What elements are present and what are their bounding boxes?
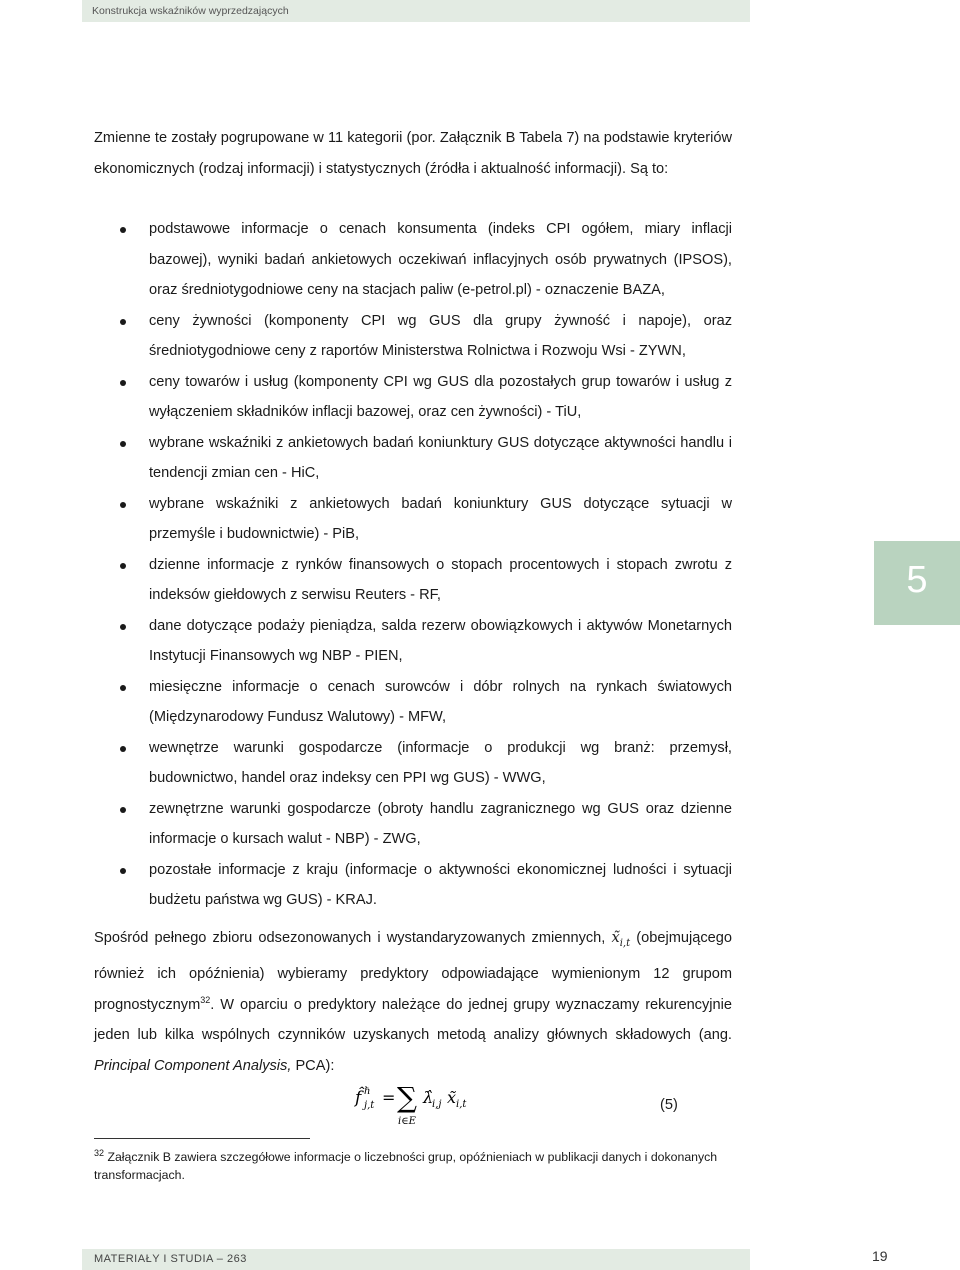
list-item	[94, 428, 732, 489]
header-bar	[82, 0, 750, 22]
list-item-text: pozostałe informacje z kraju (informacje o aktywności ekonomicznej ludności i sytuacji budżetu państwa wg GUS) - KRAJ.	[149, 861, 732, 908]
svg-text:i,t: i,t	[456, 1099, 467, 1110]
footnote-ref: 32	[200, 995, 211, 1006]
list-item	[94, 214, 732, 306]
svg-text:=: =	[382, 1088, 396, 1107]
pca-text-part2: (obejmującego również ich opóźnienia) wybieramy predyktory odpowiadające wymienionym 12 grupom prognostycznym	[94, 930, 733, 1013]
bullet-icon	[120, 227, 126, 233]
formula-graphic	[355, 1082, 495, 1127]
list-item-text: ceny towarów i usług (komponenty CPI wg GUS dla pozostałych grup towarów i usług z wyłączeniem składników inflacji bazowej, oraz cen żywności) - TiU,	[149, 373, 732, 420]
footer-bar	[82, 1249, 750, 1270]
list-item	[94, 672, 732, 733]
svg-text:f̂: f̂	[355, 1088, 362, 1108]
bullet-icon	[120, 502, 126, 508]
list-item	[94, 550, 732, 611]
pca-italic: Principal Component Analysis,	[94, 1057, 292, 1074]
footer-title: MATERIAŁY I STUDIA – 263	[94, 1253, 247, 1265]
running-header: Konstrukcja wskaźników wyprzedzających	[92, 5, 289, 17]
bullet-icon	[120, 868, 126, 874]
category-list	[94, 214, 732, 916]
footnote-number: 32	[94, 1147, 105, 1158]
page-number: 19	[872, 1248, 888, 1264]
pca-paragraph	[94, 923, 732, 1081]
pca-text-part4: PCA):	[295, 1057, 335, 1074]
intro-paragraph: Zmienne te zostały pogrupowane w 11 kategorii (por. Załącznik B Tabela 7) na podstawie kryteriów ekonomicznych (rodzaj informacji) i statystycznych (źródła i aktualność informacji). Są to:	[94, 130, 732, 177]
chapter-tab	[874, 541, 960, 625]
bullet-icon	[120, 624, 126, 630]
bullet-icon	[120, 746, 126, 752]
list-item	[94, 855, 732, 916]
pca-text-part3: . W oparciu o predyktory należące do jednej grupy wyznaczamy rekurencyjnie jeden lub kilka wspólnych czynników uzyskanych metodą analizy głównych składowych (ang.	[94, 996, 732, 1044]
equation-number: (5)	[660, 1097, 678, 1113]
footnote	[94, 1148, 734, 1184]
svg-text:λ̂: λ̂	[423, 1088, 434, 1107]
list-item	[94, 489, 732, 550]
svg-text:i∈E: i∈E	[398, 1116, 416, 1127]
list-item-text: dzienne informacje z rynków finansowych o stopach procentowych i stopach zwrotu z indeksów giełdowych z serwisu Reuters - RF,	[149, 556, 732, 603]
bullet-icon	[120, 807, 126, 813]
svg-text:∑: ∑	[397, 1081, 417, 1114]
list-item	[94, 611, 732, 672]
chapter-number: 5	[906, 559, 928, 601]
svg-text:i,j: i,j	[432, 1099, 442, 1110]
bullet-icon	[120, 441, 126, 447]
bullet-icon	[120, 685, 126, 691]
footnote-divider	[94, 1138, 310, 1139]
bullet-icon	[120, 563, 126, 569]
list-item-text: podstawowe informacje o cenach konsumenta (indeks CPI ogółem, miary inflacji bazowej), wyniki badań ankietowych oczekiwań inflacyjnych osób prywatnych (IPSOS), oraz średniotygodniowe ceny na stacjach paliw (e-petrol.pl) - oznaczenie BAZA,	[149, 221, 732, 298]
list-item	[94, 733, 732, 794]
bullet-icon	[120, 319, 126, 325]
list-item-text: wybrane wskaźniki z ankietowych badań koniunktury GUS dotyczące sytuacji w przemyśle i budownictwie) - PiB,	[149, 495, 732, 542]
list-item-text: wybrane wskaźniki z ankietowych badań koniunktury GUS dotyczące aktywności handlu i tendencji zmian cen - HiC,	[149, 434, 732, 481]
list-item-text: wewnętrze warunki gospodarcze (informacje o produkcji wg branż: przemysł, budownictwo, handel oraz indeksy cen PPI wg GUS) - WWG,	[149, 739, 732, 786]
bullet-icon	[120, 380, 126, 386]
list-item	[94, 306, 732, 367]
list-item-text: ceny żywności (komponenty CPI wg GUS dla grupy żywność i napoje), oraz średniotygodniowe ceny z raportów Ministerstwa Rolnictwa i Rozwoju Wsi - ZYWN,	[149, 312, 732, 359]
variable-symbol: $x̃_{i,t}$	[611, 929, 631, 949]
svg-text:ℏ: ℏ	[364, 1086, 371, 1097]
list-item-text: dane dotyczące podaży pieniądza, salda rezerw obowiązkowych i aktywów Monetarnych Instytucji Finansowych wg NBP - PIEN,	[149, 617, 732, 664]
svg-text:j,t: j,t	[364, 1100, 375, 1111]
footnote-text: Załącznik B zawiera szczegółowe informacje o liczebności grup, opóźnieniach w publikacji danych i dokonanych transformacjach.	[94, 1150, 718, 1182]
list-item-text: zewnętrzne warunki gospodarcze (obroty handlu zagranicznego wg GUS oraz dzienne informacje o kursach walut - NBP) - ZWG,	[149, 800, 732, 847]
list-item-text: miesięczne informacje o cenach surowców i dóbr rolnych na rynkach światowych (Międzynarodowy Fundusz Walutowy) - MFW,	[149, 678, 732, 725]
list-item	[94, 367, 732, 428]
pca-formula	[355, 1082, 495, 1127]
list-item	[94, 794, 732, 855]
pca-text-part1: Spośród pełnego zbioru odsezonowanych i wystandaryzowanych zmiennych,	[94, 930, 606, 946]
svg-text:x̃: x̃	[447, 1088, 457, 1107]
